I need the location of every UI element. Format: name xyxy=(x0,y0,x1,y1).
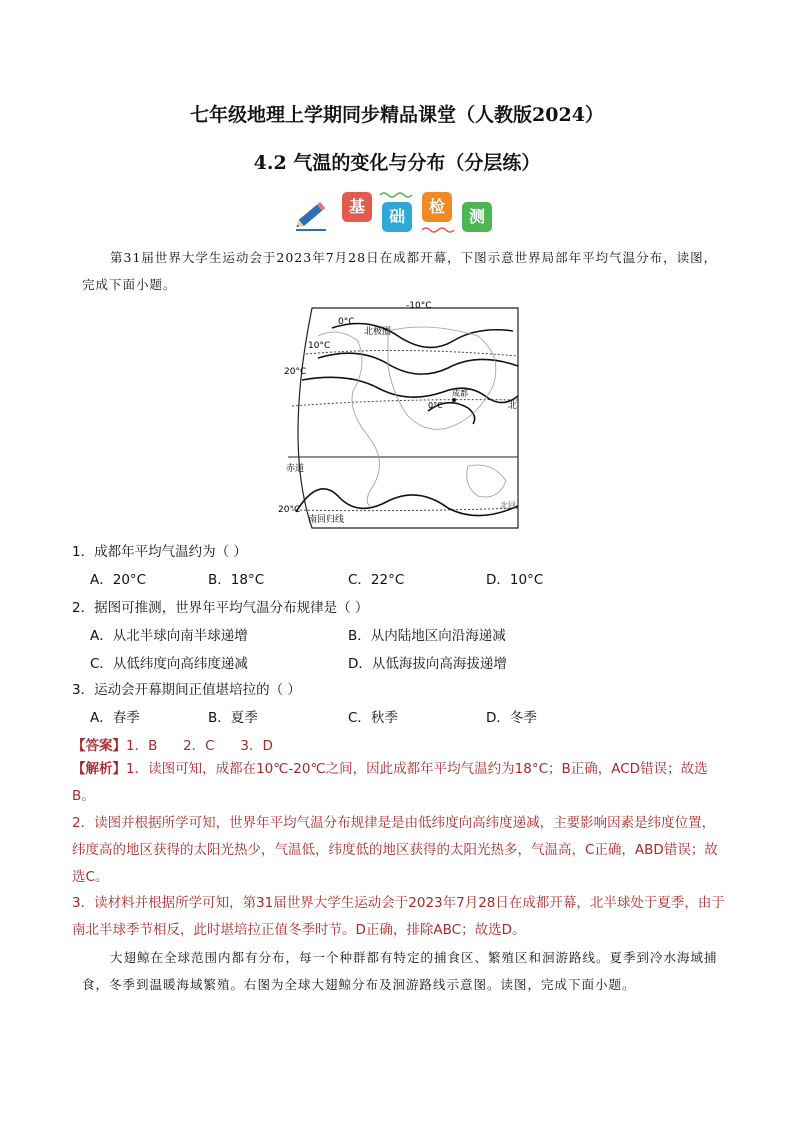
analysis-1 xyxy=(72,756,726,810)
analysis-1-text: 1．读图可知，成都在10℃-20℃之间，因此成都年平均气温约为18°C；B正确，ACD错误；故选B。 xyxy=(72,761,708,804)
question-2-option-c[interactable]: C．从低纬度向高纬度递减 xyxy=(90,656,248,672)
badge-squiggle-2 xyxy=(420,226,460,234)
question-3-option-d[interactable]: D．冬季 xyxy=(486,710,537,726)
map-label-tropic-capricorn: 南回归线 xyxy=(308,515,345,525)
question-1-option-c[interactable]: C．22°C xyxy=(348,572,405,588)
next-question-intro: 大翅鲸在全球范围内都有分布，每一个种群都有特定的捕食区、繁殖区和洄游路线。夏季到冷水海域捕食，冬季到温暖海域繁殖。右图为全球大翅鲸分布及洄游路线示意图。读图，完成下面小题。 xyxy=(82,950,718,992)
question-2-option-b[interactable]: B．从内陆地区向沿海递减 xyxy=(348,628,506,644)
map-label-zero-top: 0°C xyxy=(338,317,355,327)
question-2-option-d[interactable]: D．从低海拔向高海拔递增 xyxy=(348,656,507,672)
map-label-twenty-south: 20°C xyxy=(278,505,301,515)
map-label-minus10: -10°C xyxy=(406,301,432,311)
map-label-twenty-north: 20°C xyxy=(284,367,307,377)
map-label-zero-mid: 0°C xyxy=(428,401,443,410)
lesson-subtitle: 4.2 气温的变化与分布（分层练） xyxy=(253,152,541,174)
question-1-option-b[interactable]: B．18°C xyxy=(208,572,265,588)
analysis-3: 3．读材料并根据所学可知，第31届世界大学生运动会于2023年7月28日在成都开幕，北半球处于夏季，由于南北半球季节相反，此时堪培拉正值冬季时节。D正确，排除ABC；故选D。 xyxy=(72,895,725,938)
badge-ce-char: 测 xyxy=(468,207,485,226)
question-1-option-a[interactable]: A．20°C xyxy=(90,572,147,588)
badge-ji-char: 基 xyxy=(348,197,365,216)
map-label-arctic-circle: 北极圈 xyxy=(364,327,392,337)
question-1-option-d[interactable]: D．10°C xyxy=(486,572,544,588)
badge-squiggle xyxy=(378,190,418,198)
answer-values: 1．B 2．C 3．D xyxy=(126,738,273,754)
map-label-north: 北 xyxy=(508,401,518,411)
document-title: 七年级地理上学期同步精品课堂（人教版2024） xyxy=(190,104,604,126)
question-3-stem: 3．运动会开幕期间正值堪培拉的（ ） xyxy=(72,682,301,698)
badge-jian-char: 检 xyxy=(428,197,445,216)
question-3-option-c[interactable]: C．秋季 xyxy=(348,710,398,726)
answer-line xyxy=(72,734,273,754)
answer-label: 【答案】 xyxy=(72,738,126,754)
map-label-tropic-fragment: 北回 xyxy=(500,501,516,510)
world-temperature-map xyxy=(278,296,524,532)
map-label-equator: 赤道 xyxy=(286,464,305,474)
section-badge-basic-test xyxy=(292,190,502,234)
question-intro: 第31届世界大学生运动会于2023年7月28日在成都开幕，下图示意世界局部年平均气温分布，读图，完成下面小题。 xyxy=(82,250,718,292)
badge-chu xyxy=(382,202,412,232)
badge-ce xyxy=(462,202,492,232)
question-2-option-a[interactable]: A．从北半球向南半球递增 xyxy=(90,628,248,644)
question-3-option-a[interactable]: A．春季 xyxy=(90,710,140,726)
question-1-stem: 1．成都年平均气温约为（ ） xyxy=(72,544,247,560)
question-2-stem: 2．据图可推测，世界年平均气温分布规律是（ ） xyxy=(72,600,369,616)
pencil-icon xyxy=(292,194,332,234)
analysis-label: 【解析】 xyxy=(72,761,126,777)
map-label-ten: 10°C xyxy=(308,341,331,351)
badge-jian xyxy=(422,192,452,222)
map-label-chengdu: 成都 xyxy=(452,389,468,398)
badge-chu-char: 础 xyxy=(388,207,405,226)
badge-ji xyxy=(342,192,372,222)
question-3-option-b[interactable]: B．夏季 xyxy=(208,710,258,726)
analysis-2: 2．读图并根据所学可知，世界年平均气温分布规律是是由低纬度向高纬度递减，主要影响因素是纬度位置，纬度高的地区获得的太阳光热少，气温低，纬度低的地区获得的太阳光热多，气温高，C正确，ABD错误；故选C。 xyxy=(72,815,718,885)
